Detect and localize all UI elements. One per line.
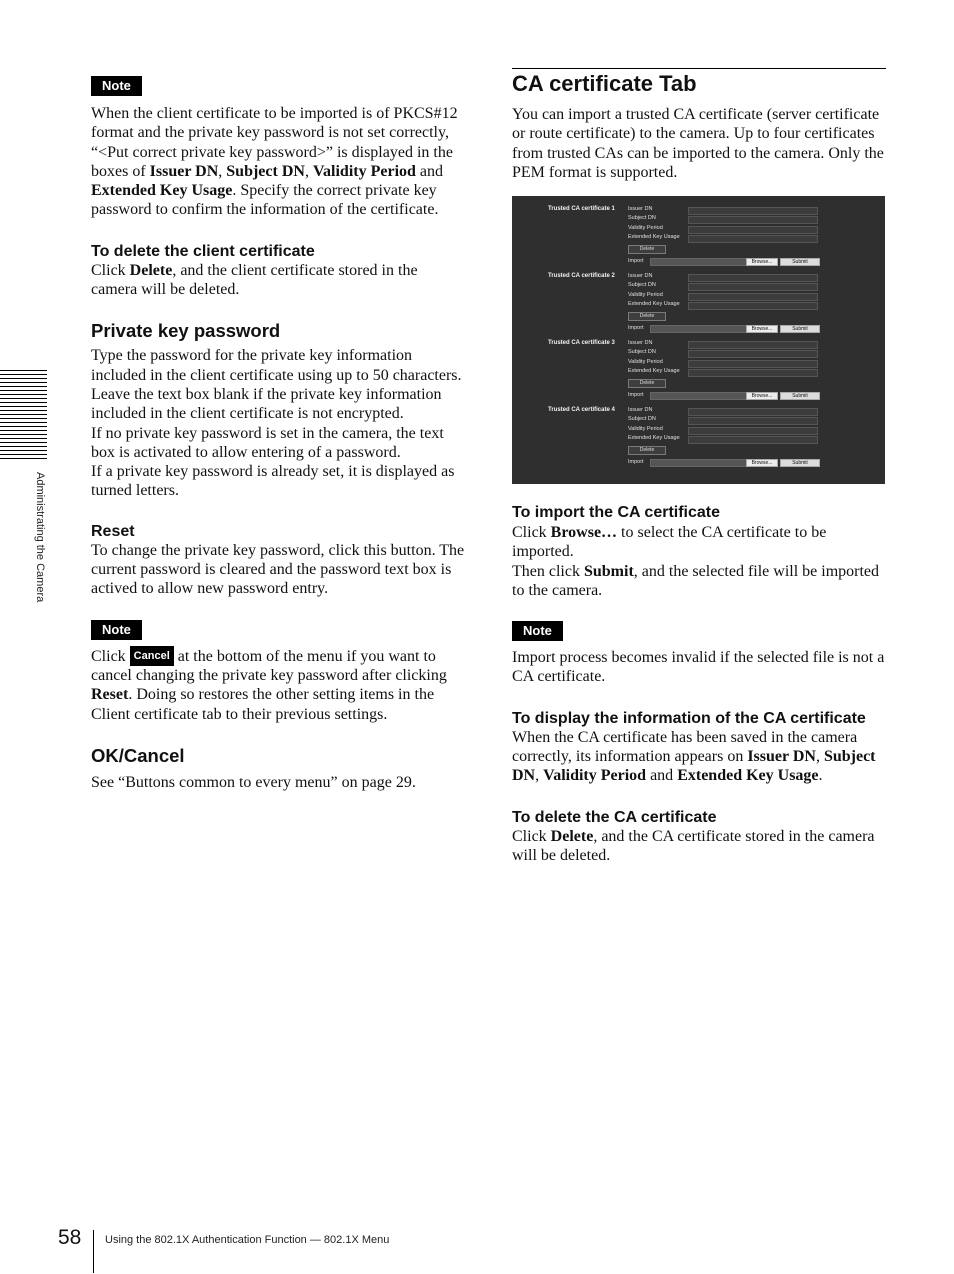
browse-button[interactable]: Browse...	[746, 392, 778, 400]
submit-button[interactable]: Submit	[780, 325, 820, 333]
field-value-box	[688, 436, 818, 444]
field-value-box	[688, 216, 818, 224]
delete-ca-heading: To delete the CA certificate	[512, 808, 717, 826]
delete-client-paragraph: Click Delete, and the client certificate stored in the camera will be deleted.	[91, 261, 418, 299]
field-value-box	[688, 283, 818, 291]
left-column	[91, 76, 465, 792]
field-value-box	[688, 341, 818, 349]
field-label: Issuer DN	[628, 206, 653, 212]
trusted-ca-certificate-block	[512, 331, 885, 399]
delete-client-heading: To delete the client certificate	[91, 242, 315, 260]
note-paragraph: When the client certificate to be imported is of PKCS#12 format and the private key password is not set correctly, “<Put correct private key password>” is displayed in the boxes of Issuer DN, Subject DN, Validity Period and Extended Key Usage. Specify the correct private key password to confirm the information of the certificate.	[91, 105, 458, 219]
note-badge: Note	[512, 621, 563, 641]
trusted-ca-certificate-block	[512, 197, 885, 265]
cancel-button-image: Cancel	[130, 646, 174, 666]
note-cancel-paragraph: Click Cancel at the bottom of the menu if you want to cancel changing the private key password after clicking Reset. Doing so restores the other setting items in the Client certificate tab to their previous settings.	[91, 647, 447, 723]
section-rule	[512, 68, 886, 69]
note-badge: Note	[91, 620, 142, 640]
field-label: Subject DN	[628, 282, 656, 289]
cert-title: Trusted CA certificate 4	[548, 407, 615, 413]
section-title: CA certificate Tab	[512, 71, 697, 96]
field-value-box	[688, 360, 818, 368]
field-label: Validity Period	[628, 425, 663, 432]
field-label: Subject DN	[628, 215, 656, 222]
okcancel-heading: OK/Cancel	[91, 744, 185, 766]
trusted-ca-certificate-block	[512, 398, 885, 466]
submit-button[interactable]: Submit	[780, 392, 820, 400]
import-label: Import	[628, 258, 644, 264]
display-paragraph: When the CA certificate has been saved in the camera correctly, its information appears on Issuer DN, Subject DN, Validity Period and Extended Key Usage.	[512, 728, 876, 785]
field-label: Extended Key Usage	[628, 233, 680, 240]
browse-button[interactable]: Browse...	[746, 325, 778, 333]
field-value-box	[688, 369, 818, 377]
cert-title: Trusted CA certificate 1	[548, 206, 615, 212]
field-value-box	[688, 207, 818, 215]
import-label: Import	[628, 392, 644, 398]
private-key-paragraph-1: Type the password for the private key information included in the client certificate using up to 50 characters.	[91, 347, 462, 384]
import-paragraph-1: Click Browse… to select the CA certificate to be imported.	[512, 524, 827, 561]
private-key-paragraph-3: If no private key password is set in the camera, the text box is activated to allow entering of a password.	[91, 424, 444, 461]
private-key-paragraph-2: Leave the text box blank if the private key information included in the client certificate is not encrypted.	[91, 385, 442, 423]
field-value-box	[688, 293, 818, 301]
delete-ca-paragraph: Click Delete, and the CA certificate stored in the camera will be deleted.	[512, 827, 875, 864]
field-value-box	[688, 302, 818, 310]
field-value-box	[688, 350, 818, 358]
import-heading: To import the CA certificate	[512, 504, 721, 521]
note-badge: Note	[91, 76, 142, 96]
import-label: Import	[628, 325, 644, 331]
field-value-box	[688, 427, 818, 435]
field-label: Validity Period	[628, 358, 663, 365]
field-label: Extended Key Usage	[628, 434, 680, 441]
field-value-box	[688, 235, 818, 243]
field-label: Subject DN	[628, 349, 656, 356]
okcancel-paragraph: See “Buttons common to every menu” on page 29.	[91, 773, 416, 791]
reset-heading: Reset	[91, 522, 135, 540]
delete-button[interactable]: Delete	[628, 245, 666, 254]
submit-button[interactable]: Submit	[780, 459, 820, 467]
thumb-index-tab	[0, 370, 47, 460]
private-key-heading: Private key password	[91, 320, 281, 342]
field-label: Extended Key Usage	[628, 367, 680, 374]
intro-paragraph: You can import a trusted CA certificate (server certificate or route certificate) to the camera. Up to four certificates from trusted CAs can be imported to the camera. Only the PEM format is supported.	[512, 106, 884, 181]
field-label: Subject DN	[628, 416, 656, 423]
import-label: Import	[628, 459, 644, 465]
display-heading: To display the information of the CA certificate	[512, 709, 866, 727]
field-label: Issuer DN	[628, 340, 653, 346]
footer-divider	[93, 1230, 94, 1273]
reset-paragraph: To change the private key password, click this button. The current password is cleared and the password text box is actived to allow new password entry.	[91, 541, 465, 598]
import-paragraph-2: Then click Submit, and the selected file will be imported to the camera.	[512, 562, 880, 599]
field-value-box	[688, 274, 818, 282]
note-import-paragraph: Import process becomes invalid if the selected file is not a CA certificate.	[512, 649, 885, 686]
field-value-box	[688, 417, 818, 425]
cert-title: Trusted CA certificate 3	[548, 340, 615, 346]
page-number: 58	[58, 1226, 82, 1249]
cert-title: Trusted CA certificate 2	[548, 273, 615, 279]
field-value-box	[688, 226, 818, 234]
delete-button[interactable]: Delete	[628, 446, 666, 455]
right-column-lower	[512, 503, 886, 865]
browse-button[interactable]: Browse...	[746, 258, 778, 266]
delete-button[interactable]: Delete	[628, 312, 666, 321]
field-value-box	[688, 408, 818, 416]
footer-text: Using the 802.1X Authentication Function — 802.1X Menu	[105, 1234, 390, 1246]
private-key-paragraph-4: If a private key password is already set, it is displayed as turned letters.	[91, 463, 455, 500]
ca-certificate-screenshot	[512, 196, 885, 484]
field-label: Issuer DN	[628, 407, 653, 413]
field-label: Validity Period	[628, 224, 663, 231]
browse-button[interactable]: Browse...	[746, 459, 778, 467]
trusted-ca-certificate-block	[512, 264, 885, 332]
field-label: Validity Period	[628, 291, 663, 298]
field-label: Extended Key Usage	[628, 300, 680, 307]
delete-button[interactable]: Delete	[628, 379, 666, 388]
submit-button[interactable]: Submit	[780, 258, 820, 266]
right-column	[512, 68, 886, 182]
side-section-label: Administrating the Camera	[34, 472, 46, 603]
field-label: Issuer DN	[628, 273, 653, 279]
